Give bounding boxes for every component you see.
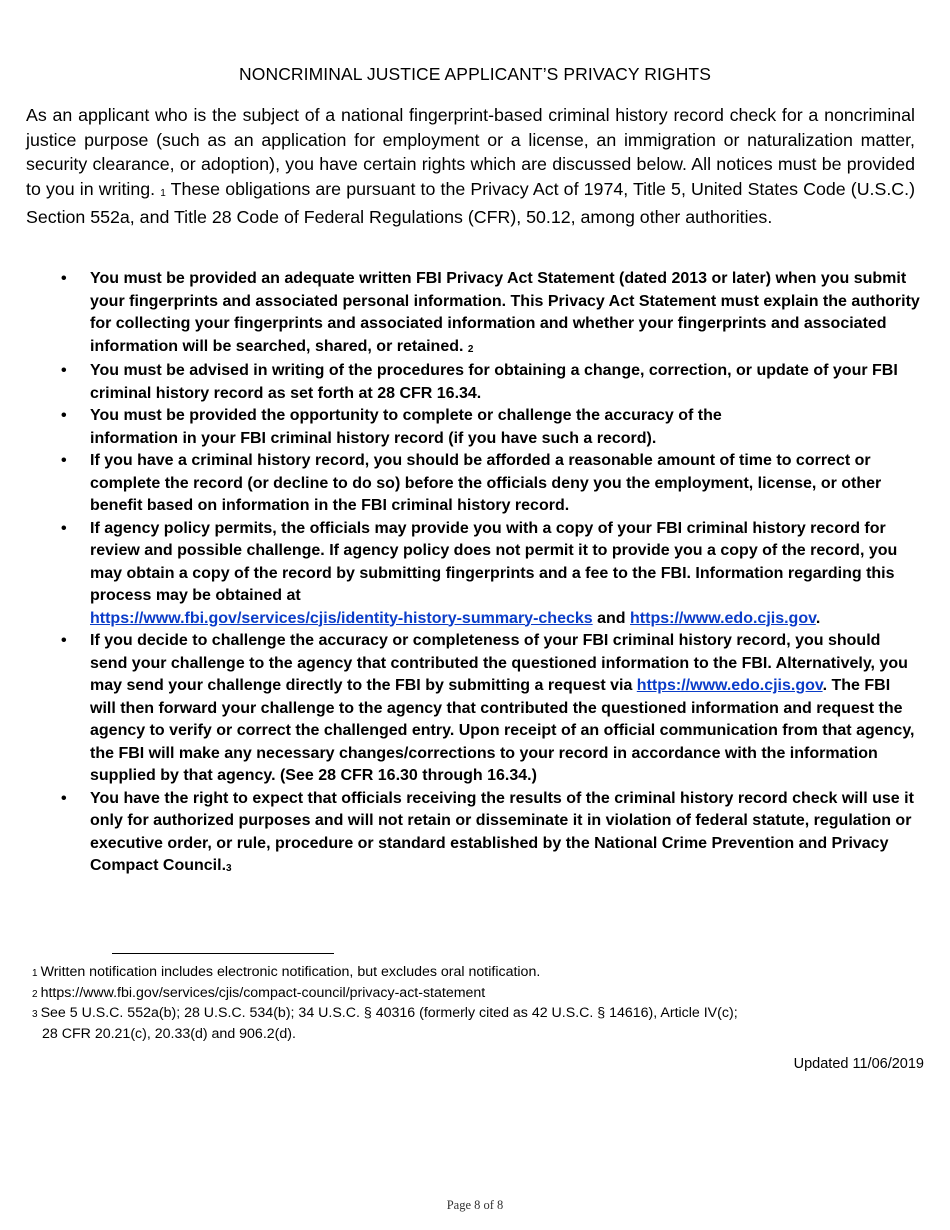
bullet-icon: • (61, 270, 67, 287)
intro-paragraph (26, 103, 915, 230)
list-item (61, 518, 920, 631)
footnote-3-continuation: 28 CFR 20.21(c), 20.33(d) and 906.2(d). (42, 1025, 296, 1042)
page-title: NONCRIMINAL JUSTICE APPLICANT’S PRIVACY RIGHTS (239, 64, 711, 84)
footnote-ref-2: 2 (467, 343, 474, 355)
footnotes (32, 963, 912, 1043)
footnote-3 (32, 1004, 912, 1025)
identity-history-summary-link[interactable]: https://www.fbi.gov/services/cjis/identity-history-summary-checks (90, 609, 593, 627)
footnote-text: https://www.fbi.gov/services/cjis/compact-council/privacy-act-statement (40, 984, 486, 1001)
footnote-ref-3: 3 (226, 863, 232, 874)
list-item-text-line-1: You must be provided the opportunity to complete or challenge the accuracy of the (90, 407, 722, 424)
edo-cjis-link[interactable]: https://www.edo.cjis.gov (630, 609, 816, 627)
footnote-number: 1 (32, 968, 38, 979)
list-item-text: If agency policy permits, the officials may provide you with a copy of your FBI criminal history record for review and possible challenge. If agency policy does not permit it to provide you a copy of the record, you may obtain a copy of the record by submitting fingerprints and a fee to the FBI. Information regarding this process may be obtained at (90, 519, 898, 604)
list-item (61, 268, 920, 360)
list-item-text: You must be provided an adequate written FBI Privacy Act Statement (dated 2013 or later) when you submit your fingerprints and associated personal information. This Privacy Act Statement must explain the authority for collecting your fingerprints and associated information and whether your fingerprints and associated information will be searched, shared, or retained. (90, 270, 920, 355)
footnote-2 (32, 984, 912, 1005)
list-item-text: You have the right to expect that officials receiving the results of the criminal history record check will use it only for authorized purposes and will not retain or disseminate it in violation of federal statute, regulation or executive order, or rule, procedure or standard established by the National Crime Prevention and Privacy Compact Council. (90, 789, 914, 874)
intro-part-2: These obligations are pursuant to the Privacy Act of 1974, Title 5, United States Code (U.S.C.) Section 552a, and Title 28 Code of Federal Regulations (CFR), 50.12, among other authorities. (26, 178, 915, 227)
intro-part-1: As an applicant who is the subject of a national fingerprint-based criminal history record check for a noncriminal justice purpose (such as an application for employment or a license, an immigration or naturalization matter, security clearance, or adoption), you have certain rights which are discussed below. All notices must be provided to you in writing. (26, 105, 915, 199)
bullet-icon: • (61, 362, 67, 379)
and-text: and (592, 609, 631, 627)
list-item (61, 360, 920, 405)
list-item-text: If you have a criminal history record, you should be afforded a reasonable amount of time to correct or complete the record (or decline to do so) before the officials deny you the employment, license, or other benefit based on information in the FBI criminal history record. (90, 452, 882, 514)
list-item-text: If you decide to challenge the accuracy or completeness of your FBI criminal history record, you should send your challenge to the agency that contributed the questioned information to the FBI. Alternatively, you may send your challenge directly to the FBI by submitting a request via (90, 632, 908, 694)
footnote-divider (112, 953, 334, 954)
footnote-ref-1: 1 (160, 187, 166, 199)
bullet-icon: • (61, 789, 67, 807)
footnote-number: 2 (32, 988, 38, 1000)
updated-date: Updated 11/06/2019 (793, 1056, 924, 1072)
bullet-icon: • (61, 452, 67, 469)
footnote-1 (32, 963, 912, 984)
list-item-text-line-2: information in your FBI criminal history record (if you have such a record). (90, 429, 657, 447)
list-item (61, 630, 920, 788)
rights-list (61, 268, 920, 880)
bullet-icon: • (61, 632, 67, 649)
period-text: . (815, 609, 821, 627)
list-item (61, 450, 920, 518)
list-item-text-continued: . The FBI will then forward your challenge to the agency that contributed the questioned information and request the agency to verify or correct the challenged entry. Upon receipt of an official communication from that agency, the FBI will make any necessary changes/corrections to your record in accordance with the information supplied by that agency. (See 28 CFR 16.30 through 16.34.) (90, 677, 915, 784)
list-item (61, 788, 920, 880)
list-item (61, 405, 920, 450)
footnote-text: Written notification includes electronic notification, but excludes oral notification. (40, 964, 541, 980)
links-line (90, 608, 920, 631)
list-item-text: You must be advised in writing of the procedures for obtaining a change, correction, or update of your FBI criminal history record as set forth at 28 CFR 16.34. (90, 362, 898, 402)
edo-cjis-link-2[interactable]: https://www.edo.cjis.gov (636, 677, 823, 694)
page-number: Page 8 of 8 (446, 1198, 504, 1212)
footnote-text: See 5 U.S.C. 552a(b); 28 U.S.C. 534(b); 34 U.S.C. § 40316 (formerly cited as 42 U.S.C. § 14616), Article IV(c); (40, 1005, 738, 1021)
bullet-icon: • (61, 519, 67, 537)
bullet-icon: • (61, 407, 67, 424)
footnote-number: 3 (32, 1009, 38, 1020)
